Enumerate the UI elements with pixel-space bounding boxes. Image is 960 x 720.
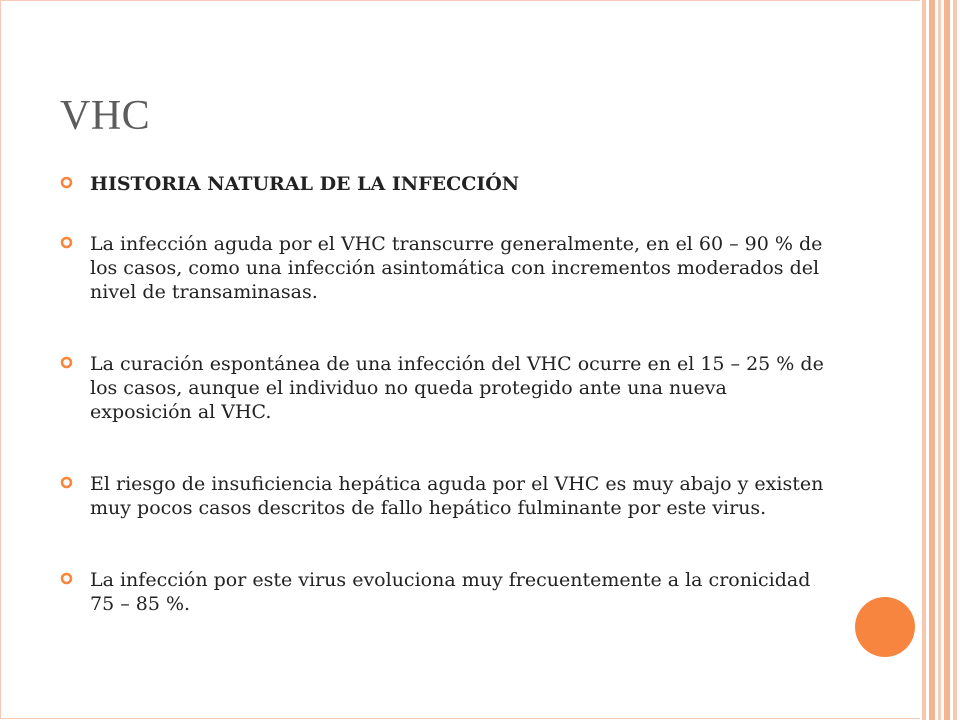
bullet-item bbox=[60, 568, 830, 616]
slide-title: VHC bbox=[60, 93, 151, 139]
bullet-text: HISTORIA NATURAL DE LA INFECCIÓN bbox=[90, 173, 520, 195]
orange-ring-bullet-icon bbox=[60, 356, 73, 369]
bullet-heading bbox=[60, 172, 830, 196]
bullet-text: La infección por este virus evoluciona muy frecuentemente a la cronicidad 75 – 85 %. bbox=[90, 569, 811, 615]
bullet-list bbox=[60, 172, 830, 664]
stripe bbox=[938, 0, 941, 720]
stripe bbox=[953, 0, 957, 720]
stripe bbox=[944, 0, 950, 720]
bullet-text: La infección aguda por el VHC transcurre generalmente, en el 60 – 90 % de los casos, como una infección asintomática con incrementos moderados del nivel de transaminasas. bbox=[90, 233, 823, 303]
orange-circle bbox=[855, 597, 915, 657]
orange-ring-bullet-icon bbox=[60, 236, 73, 249]
bullet-item bbox=[60, 232, 830, 304]
orange-ring-bullet-icon bbox=[60, 476, 73, 489]
bullet-text: La curación espontánea de una infección del VHC ocurre en el 15 – 25 % de los casos, aunque el individuo no queda protegido ante una nueva exposición al VHC. bbox=[90, 353, 824, 423]
bullet-item bbox=[60, 472, 830, 520]
decorative-stripes bbox=[920, 0, 960, 720]
stripe bbox=[922, 0, 926, 720]
stripe bbox=[929, 0, 935, 720]
bullet-item bbox=[60, 352, 830, 424]
bullet-text: El riesgo de insuficiencia hepática aguda por el VHC es muy abajo y existen muy pocos casos descritos de fallo hepático fulminante por este virus. bbox=[90, 473, 824, 519]
orange-ring-bullet-icon bbox=[60, 572, 73, 585]
orange-ring-bullet-icon bbox=[60, 176, 73, 189]
